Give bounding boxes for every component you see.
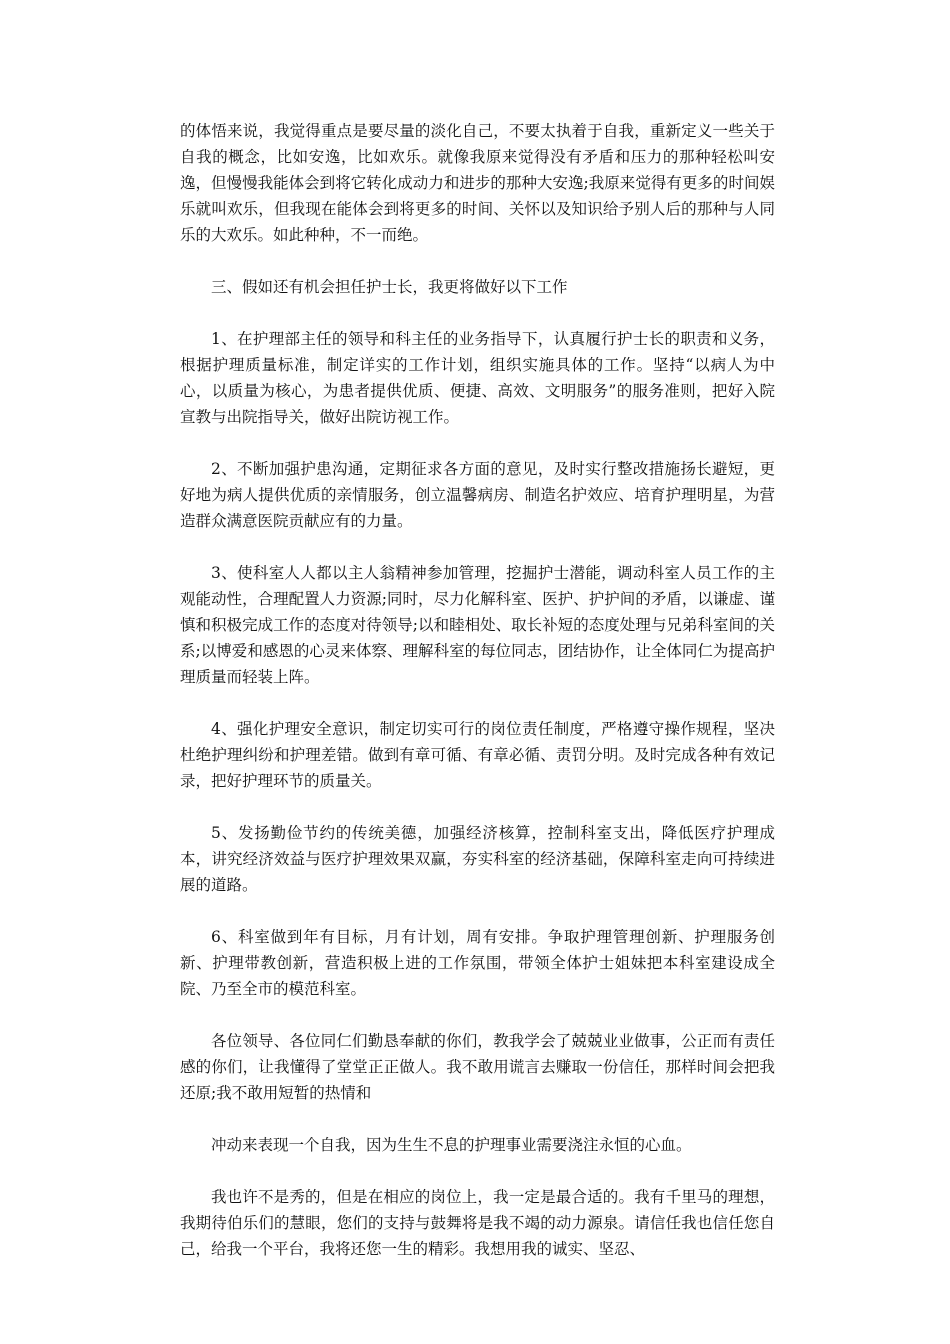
paragraph-gap	[180, 690, 775, 716]
list-item-5: 5、发扬勤俭节约的传统美德，加强经济核算，控制科室支出，降低医疗护理成本，讲究经济效益与医疗护理效果双赢，夯实科室的经济基础，保障科室走向可持续进展的道路。	[180, 824, 775, 894]
paragraph-gap	[180, 248, 775, 274]
list-item-3: 3、使科室人人都以主人翁精神参加管理，挖掘护士潜能，调动科室人员工作的主观能动性，合理配置人力资源;同时，尽力化解科室、医护、护护间的矛盾，以谦虚、谨慎和积极完成工作的态度对待领导;以和睦相处、取长补短的态度处理与兄弟科室间的关系;以博爱和感恩的心灵来体察、理解科室的每位同志，团结协作，让全体同仁为提高护理质量而轻装上阵。	[180, 564, 775, 686]
document-page	[180, 118, 775, 1262]
paragraph-gap	[180, 300, 775, 326]
paragraph-continuation: 的体悟来说，我觉得重点是要尽量的淡化自己，不要太执着于自我，重新定义一些关于自我的概念，比如安逸，比如欢乐。就像我原来觉得没有矛盾和压力的那种轻松叫安逸，但慢慢我能体会到将它转化成动力和进步的那种大安逸;我原来觉得有更多的时间娱乐就叫欢乐，但我现在能体会到将更多的时间、关怀以及知识给予别人后的那种与人同乐的大欢乐。如此种种，不一而绝。	[180, 122, 775, 244]
list-item-6: 6、科室做到年有目标，月有计划，周有安排。争取护理管理创新、护理服务创新、护理带教创新，营造积极上进的工作氛围，带领全体护士姐妹把本科室建设成全院、乃至全市的模范科室。	[180, 928, 775, 998]
list-item-2: 2、不断加强护患沟通，定期征求各方面的意见，及时实行整改措施扬长避短，更好地为病人提供优质的亲情服务，创立温馨病房、制造名护效应、培育护理明星，为营造群众满意医院贡献应有的力量。	[180, 460, 775, 530]
closing-paragraph-continued: 冲动来表现一个自我，因为生生不息的护理事业需要浇注永恒的心血。	[211, 1136, 692, 1154]
final-paragraph: 我也许不是秀的，但是在相应的岗位上，我一定是最合适的。我有千里马的理想，我期待伯乐们的慧眼，您们的支持与鼓舞将是我不竭的动力源泉。请信任我也信任您自己，给我一个平台，我将还您一生的精彩。我想用我的诚实、坚忍、	[180, 1188, 775, 1258]
paragraph-gap	[180, 794, 775, 820]
list-item-1: 1、在护理部主任的领导和科主任的业务指导下，认真履行护士长的职责和义务，根据护理质量标准，制定详实的工作计划，组织实施具体的工作。坚持“以病人为中心，以质量为核心，为患者提供优质、便捷、高效、文明服务”的服务准则，把好入院宣教与出院指导关，做好出院访视工作。	[180, 330, 775, 426]
paragraph-gap	[180, 1158, 775, 1184]
paragraph-gap	[180, 1106, 775, 1132]
paragraph-gap	[180, 898, 775, 924]
list-item-4: 4、强化护理安全意识，制定切实可行的岗位责任制度，严格遵守操作规程，坚决杜绝护理纠纷和护理差错。做到有章可循、有章必循、责罚分明。及时完成各种有效记录，把好护理环节的质量关。	[180, 720, 775, 790]
paragraph-gap	[180, 430, 775, 456]
paragraph-gap	[180, 534, 775, 560]
closing-paragraph: 各位领导、各位同仁们勤恳奉献的你们，教我学会了兢兢业业做事，公正而有责任感的你们，让我懂得了堂堂正正做人。我不敢用谎言去赚取一份信任，那样时间会把我还原;我不敢用短暂的热情和	[180, 1032, 775, 1102]
section-heading: 三、假如还有机会担任护士长，我更将做好以下工作	[211, 278, 568, 296]
paragraph-gap	[180, 1002, 775, 1028]
